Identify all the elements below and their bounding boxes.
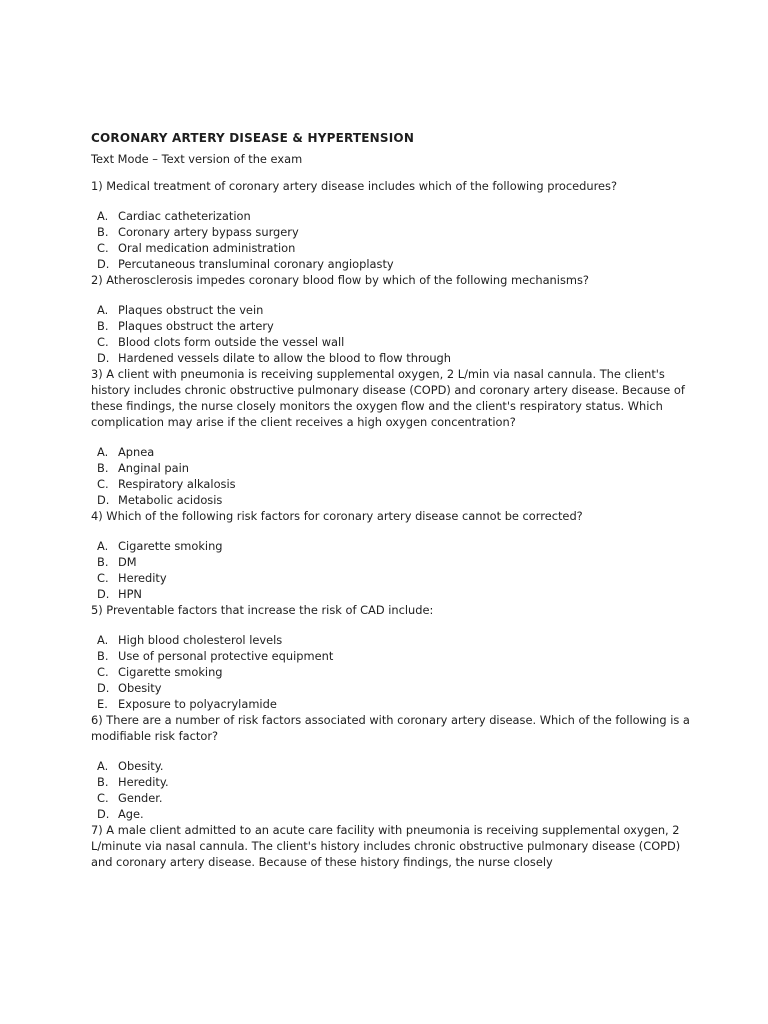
option-text: Cardiac catheterization: [118, 209, 251, 223]
question-text: 2) Atherosclerosis impedes coronary blood flow by which of the following mechanisms?: [91, 273, 589, 287]
option-text: Blood clots form outside the vessel wall: [118, 335, 345, 349]
option-letter: D.: [97, 681, 110, 695]
option-text: Cigarette smoking: [118, 539, 223, 553]
option-letter: C.: [97, 335, 109, 349]
option-letter: A.: [97, 633, 109, 647]
question-block: [91, 272, 691, 366]
option-letter: B.: [97, 775, 109, 789]
option-letter: A.: [97, 303, 109, 317]
question-block: [91, 366, 691, 508]
question-block: [91, 602, 691, 712]
option-letter: A.: [97, 209, 109, 223]
answer-option: [91, 240, 691, 256]
option-letter: B.: [97, 225, 109, 239]
option-letter: C.: [97, 477, 109, 491]
option-text: Metabolic acidosis: [118, 493, 223, 507]
option-text: DM: [118, 555, 137, 569]
option-letter: A.: [97, 539, 109, 553]
answer-option: [91, 350, 691, 366]
answer-option: [91, 476, 691, 492]
option-letter: C.: [97, 241, 109, 255]
answer-option: [91, 554, 691, 570]
answer-options: [91, 302, 691, 366]
answer-options: [91, 758, 691, 822]
question-block: [91, 508, 691, 602]
option-letter: B.: [97, 319, 109, 333]
answer-option: [91, 664, 691, 680]
option-letter: C.: [97, 571, 109, 585]
document-subtitle: Text Mode – Text version of the exam: [91, 152, 303, 166]
option-letter: C.: [97, 791, 109, 805]
option-text: Gender.: [118, 791, 163, 805]
option-text: Plaques obstruct the vein: [118, 303, 264, 317]
answer-option: [91, 302, 691, 318]
question-block: [91, 712, 691, 822]
option-letter: C.: [97, 665, 109, 679]
option-letter: B.: [97, 649, 109, 663]
answer-option: [91, 256, 691, 272]
question-text: 1) Medical treatment of coronary artery disease includes which of the following procedures?: [91, 179, 618, 193]
document-title: CORONARY ARTERY DISEASE & HYPERTENSION: [91, 131, 415, 145]
answer-option: [91, 224, 691, 240]
option-text: Heredity: [118, 571, 167, 585]
option-letter: B.: [97, 461, 109, 475]
option-letter: A.: [97, 759, 109, 773]
option-text: Hardened vessels dilate to allow the blood to flow through: [118, 351, 451, 365]
answer-option: [91, 632, 691, 648]
option-text: Use of personal protective equipment: [118, 649, 334, 663]
answer-option: [91, 492, 691, 508]
answer-option: [91, 208, 691, 224]
option-text: Anginal pain: [118, 461, 189, 475]
option-text: Oral medication administration: [118, 241, 296, 255]
answer-option: [91, 774, 691, 790]
option-letter: D.: [97, 257, 110, 271]
option-letter: A.: [97, 445, 109, 459]
question-list: [91, 178, 691, 870]
option-text: Heredity.: [118, 775, 169, 789]
question-text: 4) Which of the following risk factors for coronary artery disease cannot be corrected?: [91, 509, 583, 523]
option-letter: E.: [97, 697, 108, 711]
answer-options: [91, 444, 691, 508]
answer-options: [91, 208, 691, 272]
option-letter: D.: [97, 493, 110, 507]
question-text: 5) Preventable factors that increase the risk of CAD include:: [91, 603, 434, 617]
answer-option: [91, 758, 691, 774]
answer-options: [91, 632, 691, 712]
option-letter: D.: [97, 351, 110, 365]
question-block: [91, 822, 691, 870]
option-text: Exposure to polyacrylamide: [118, 697, 277, 711]
option-text: Obesity: [118, 681, 162, 695]
answer-option: [91, 318, 691, 334]
option-text: Percutaneous transluminal coronary angioplasty: [118, 257, 394, 271]
answer-options: [91, 538, 691, 602]
answer-option: [91, 648, 691, 664]
answer-option: [91, 460, 691, 476]
question-text: 3) A client with pneumonia is receiving supplemental oxygen, 2 L/min via nasal cannula. The client's history includes chronic obstructive pulmonary disease (COPD) and coronary artery disease. Because of these findings, the nurse closely monitors the oxygen flow and the client's respiratory status. Which complication may arise if the client receives a high oxygen concentration?: [91, 367, 685, 429]
option-letter: D.: [97, 587, 110, 601]
answer-option: [91, 334, 691, 350]
option-text: Coronary artery bypass surgery: [118, 225, 299, 239]
option-text: Plaques obstruct the artery: [118, 319, 274, 333]
option-letter: B.: [97, 555, 109, 569]
question-block: [91, 178, 691, 272]
answer-option: [91, 680, 691, 696]
option-text: Respiratory alkalosis: [118, 477, 236, 491]
option-text: Obesity.: [118, 759, 164, 773]
answer-option: [91, 444, 691, 460]
option-letter: D.: [97, 807, 110, 821]
option-text: HPN: [118, 587, 142, 601]
answer-option: [91, 790, 691, 806]
option-text: Apnea: [118, 445, 155, 459]
option-text: Age.: [118, 807, 144, 821]
answer-option: [91, 696, 691, 712]
exam-page: [91, 128, 691, 870]
answer-option: [91, 586, 691, 602]
question-text: 6) There are a number of risk factors associated with coronary artery disease. Which of the following is a modifiable risk factor?: [91, 713, 690, 743]
answer-option: [91, 538, 691, 554]
option-text: Cigarette smoking: [118, 665, 223, 679]
answer-option: [91, 570, 691, 586]
question-text: 7) A male client admitted to an acute care facility with pneumonia is receiving supplemental oxygen, 2 L/minute via nasal cannula. The client's history includes chronic obstructive pulmonary disease (COPD) and coronary artery disease. Because of these history findings, the nurse closely: [91, 823, 681, 869]
answer-option: [91, 806, 691, 822]
option-text: High blood cholesterol levels: [118, 633, 283, 647]
